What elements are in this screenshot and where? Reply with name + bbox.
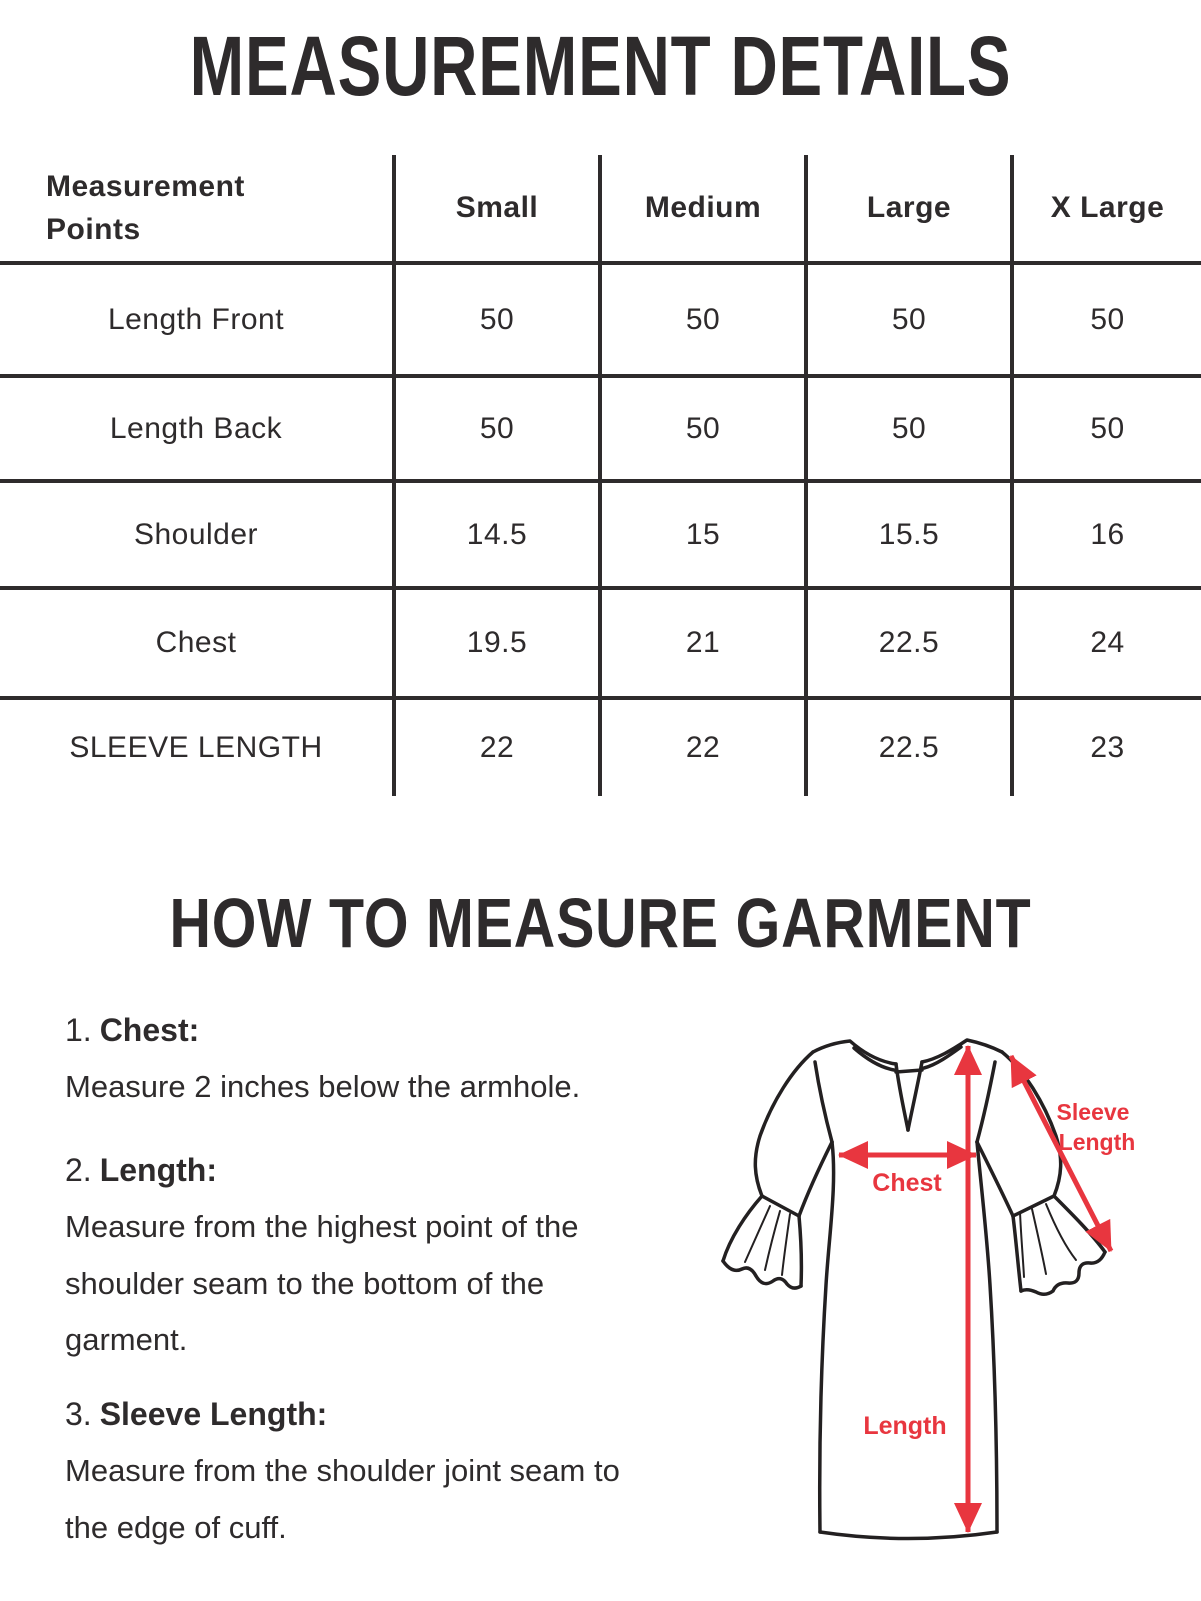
column-header-large: Large <box>804 155 1010 261</box>
column-header-medium: Medium <box>598 155 804 261</box>
table-cell: 50 <box>598 378 804 479</box>
table-cell: 15 <box>598 483 804 586</box>
table-cell: 19.5 <box>392 590 598 696</box>
row-label: Chest <box>155 626 237 659</box>
chest-arrow-label: Chest <box>872 1169 942 1197</box>
step-number: 1. <box>65 1012 92 1048</box>
table-cell: 50 <box>392 378 598 479</box>
table-cell: 50 <box>804 378 1010 479</box>
column-header-x-large: X Large <box>1010 155 1201 261</box>
dress-outline <box>723 1040 1105 1539</box>
table-cell: 14.5 <box>392 483 598 586</box>
column-header-measurement-points <box>0 155 392 261</box>
table-cell: 22.5 <box>804 700 1010 796</box>
step-description: Measure 2 inches below the armhole. <box>65 1069 581 1104</box>
table-header-row <box>0 155 1201 265</box>
table-cell: 50 <box>392 265 598 374</box>
row-label: Shoulder <box>133 517 259 551</box>
step-name: Chest: <box>99 1012 200 1048</box>
table-cell: 24 <box>1010 590 1201 696</box>
sleeve-length-arrow-label-line1: Sleeve <box>1056 1099 1130 1125</box>
measurement-table <box>0 155 1201 796</box>
step-number: 2. <box>65 1152 92 1188</box>
table-cell: 50 <box>1010 378 1201 479</box>
step-length <box>65 1152 610 1369</box>
table-cell: 22.5 <box>804 590 1010 696</box>
table-cell: 16 <box>1010 483 1201 586</box>
step-description: Measure from the highest point of the shoulder seam to the bottom of the garment. <box>65 1209 579 1358</box>
step-heading <box>65 1012 715 1049</box>
table-row-length-front <box>0 265 1201 378</box>
step-name: Length: <box>99 1152 217 1188</box>
table-cell: 50 <box>804 265 1010 374</box>
row-label: Length Back <box>109 411 283 445</box>
table-cell: 15.5 <box>804 483 1010 586</box>
table-row-sleeve-length <box>0 700 1201 796</box>
table-cell: 50 <box>598 265 804 374</box>
table-cell: 22 <box>598 700 804 796</box>
table-cell: 21 <box>598 590 804 696</box>
length-arrow-label: Length <box>863 1412 947 1440</box>
garment-diagram <box>680 1000 1201 1601</box>
page-title: MEASUREMENT DETAILS <box>189 19 1012 113</box>
row-label: SLEEVE LENGTH <box>69 731 323 764</box>
step-description: Measure from the shoulder joint seam to the edge of cuff. <box>65 1453 620 1545</box>
sleeve-length-arrow-label-line2: Length <box>1058 1129 1136 1155</box>
step-name: Sleeve Length: <box>99 1396 328 1432</box>
column-header-small: Small <box>392 155 598 261</box>
step-heading <box>65 1396 630 1433</box>
step-chest <box>65 1012 715 1116</box>
table-cell: 23 <box>1010 700 1201 796</box>
table-row-length-back <box>0 378 1201 483</box>
how-to-measure-title: HOW TO MEASURE GARMENT <box>169 884 1032 962</box>
table-row-shoulder <box>0 483 1201 590</box>
table-row-chest <box>0 590 1201 700</box>
step-sleeve-length <box>65 1396 630 1556</box>
step-heading <box>65 1152 610 1189</box>
step-number: 3. <box>65 1396 92 1432</box>
table-cell: 22 <box>392 700 598 796</box>
table-cell: 50 <box>1010 265 1201 374</box>
column-header-label: Measurement Points <box>46 169 245 246</box>
row-label: Length Front <box>107 302 285 336</box>
